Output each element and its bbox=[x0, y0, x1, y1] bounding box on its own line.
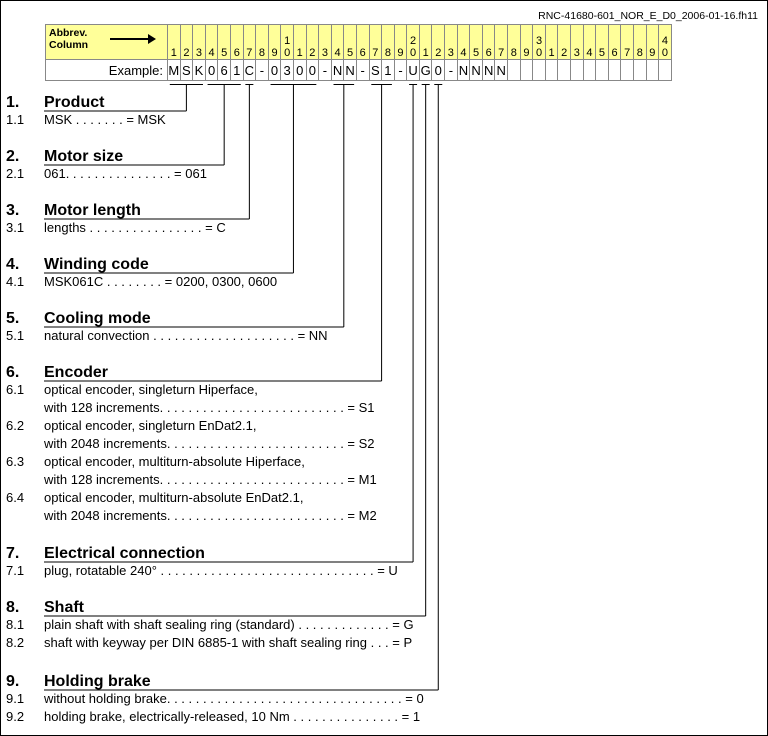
section-title: Motor size bbox=[44, 148, 124, 165]
column-unit-digit: 5 bbox=[347, 47, 354, 59]
column-unit-digit: 2 bbox=[561, 47, 568, 59]
example-char-3: K bbox=[193, 60, 206, 81]
option-number: 9.1 bbox=[6, 691, 25, 706]
option-text: plain shaft with shaft sealing ring (standard) . . . . . . . . . . . . . = G bbox=[44, 617, 414, 632]
column-tens-digit: 1 bbox=[284, 35, 291, 47]
option-text: holding brake, electrically-released, 10 Nm . . . . . . . . . . . . . . . = 1 bbox=[44, 709, 421, 724]
column-unit-digit: 9 bbox=[397, 47, 404, 59]
section-number: 9. bbox=[6, 673, 20, 690]
column-unit-digit: 6 bbox=[359, 47, 366, 59]
column-unit-digit: 4 bbox=[586, 47, 593, 59]
example-char-17: S bbox=[369, 60, 382, 81]
option-number: 7.1 bbox=[6, 563, 25, 578]
option-text: with 128 increments. . . . . . . . . . . . . . . . . . . . . . . . . . = M1 bbox=[44, 472, 377, 487]
option-number: 8.1 bbox=[6, 617, 25, 632]
column-unit-digit: 4 bbox=[460, 47, 467, 59]
column-unit-digit: 0 bbox=[535, 47, 543, 59]
section-title: Holding brake bbox=[44, 673, 151, 690]
column-unit-digit: 9 bbox=[271, 47, 278, 59]
section-number: 3. bbox=[6, 202, 20, 219]
column-unit-digit: 3 bbox=[321, 47, 328, 59]
example-char-27: N bbox=[495, 60, 508, 81]
column-unit-digit: 9 bbox=[523, 47, 530, 59]
column-unit-digit: 2 bbox=[183, 47, 190, 59]
option-number: 6.1 bbox=[6, 382, 25, 397]
option-number: 9.2 bbox=[6, 709, 25, 724]
option-number: 6.3 bbox=[6, 454, 25, 469]
option-number: 6.2 bbox=[6, 418, 25, 433]
example-char-6: 1 bbox=[230, 60, 243, 81]
option-text: with 2048 increments. . . . . . . . . . . . . . . . . . . . . . . . . = M2 bbox=[44, 508, 377, 523]
section-number: 1. bbox=[6, 94, 20, 111]
column-unit-digit: 3 bbox=[573, 47, 580, 59]
example-char-26: N bbox=[482, 60, 495, 81]
column-unit-digit: 2 bbox=[309, 47, 316, 59]
option-text: optical encoder, multiturn-absolute EnDat2.1, bbox=[44, 490, 304, 505]
example-char-1: M bbox=[168, 60, 181, 81]
option-number: 5.1 bbox=[6, 328, 25, 343]
column-unit-digit: 8 bbox=[510, 47, 517, 59]
section-title: Winding code bbox=[44, 256, 149, 273]
example-char-18: 1 bbox=[382, 60, 395, 81]
column-unit-digit: 5 bbox=[598, 47, 606, 59]
example-label: Example: bbox=[46, 60, 168, 81]
example-char-4: 0 bbox=[205, 60, 218, 81]
section-title: Cooling mode bbox=[44, 310, 151, 327]
example-char-19: - bbox=[394, 60, 407, 81]
column-unit-digit: 1 bbox=[548, 47, 555, 59]
abbrev-label: Abbrev. bbox=[49, 27, 88, 39]
column-unit-digit: 3 bbox=[195, 47, 203, 59]
section-number: 7. bbox=[6, 545, 20, 562]
column-label: Column bbox=[49, 39, 89, 51]
example-char-15: N bbox=[344, 60, 357, 81]
option-text: optical encoder, multiturn-absolute Hiperface, bbox=[44, 454, 305, 469]
option-number: 3.1 bbox=[6, 220, 25, 235]
column-unit-digit: 6 bbox=[611, 47, 618, 59]
section-number: 4. bbox=[6, 256, 20, 273]
column-unit-digit: 7 bbox=[624, 47, 631, 59]
column-unit-digit: 1 bbox=[422, 47, 429, 59]
option-number: 4.1 bbox=[6, 274, 25, 289]
column-unit-digit: 6 bbox=[233, 47, 240, 59]
option-text: lengths . . . . . . . . . . . . . . . . = C bbox=[44, 220, 226, 235]
section-number: 5. bbox=[6, 310, 20, 327]
example-char-21: G bbox=[419, 60, 432, 81]
example-char-5: 6 bbox=[218, 60, 231, 81]
column-unit-digit: 0 bbox=[410, 47, 417, 59]
column-tens-digit: 2 bbox=[410, 35, 417, 47]
column-tens-digit: 3 bbox=[535, 35, 543, 47]
column-unit-digit: 0 bbox=[661, 47, 669, 59]
section-title: Product bbox=[44, 94, 105, 111]
column-unit-digit: 8 bbox=[384, 47, 391, 59]
example-char-22: 0 bbox=[432, 60, 445, 81]
column-unit-digit: 8 bbox=[636, 47, 643, 59]
section-number: 2. bbox=[6, 148, 20, 165]
section-title: Shaft bbox=[44, 599, 84, 616]
column-unit-digit: 7 bbox=[498, 47, 505, 59]
option-text: with 128 increments. . . . . . . . . . . . . . . . . . . . . . . . . . = S1 bbox=[44, 400, 375, 415]
column-unit-digit: 1 bbox=[296, 47, 303, 59]
column-unit-digit: 9 bbox=[649, 47, 656, 59]
option-text: shaft with keyway per DIN 6885-1 with shaft sealing ring . . . = P bbox=[44, 635, 413, 650]
example-char-12: 0 bbox=[306, 60, 319, 81]
option-text: with 2048 increments. . . . . . . . . . . . . . . . . . . . . . . . . = S2 bbox=[44, 436, 375, 451]
option-text: natural convection . . . . . . . . . . . . . . . . . . . . = NN bbox=[44, 328, 328, 343]
column-unit-digit: 7 bbox=[246, 47, 253, 59]
example-char-23: - bbox=[445, 60, 458, 81]
example-char-7: C bbox=[243, 60, 256, 81]
section-title: Encoder bbox=[44, 364, 109, 381]
section-title: Electrical connection bbox=[44, 545, 205, 562]
example-char-13: - bbox=[319, 60, 332, 81]
example-char-8: - bbox=[256, 60, 269, 81]
example-char-25: N bbox=[470, 60, 483, 81]
option-text: MSK . . . . . . . = MSK bbox=[44, 112, 166, 127]
example-char-14: N bbox=[331, 60, 344, 81]
column-unit-digit: 3 bbox=[447, 47, 454, 59]
option-text: optical encoder, singleturn EnDat2.1, bbox=[44, 418, 257, 433]
section-number: 8. bbox=[6, 599, 20, 616]
column-unit-digit: 7 bbox=[372, 47, 379, 59]
column-unit-digit: 1 bbox=[170, 47, 177, 59]
example-char-11: 0 bbox=[293, 60, 306, 81]
option-text: optical encoder, singleturn Hiperface, bbox=[44, 382, 258, 397]
option-number: 1.1 bbox=[6, 112, 25, 127]
column-unit-digit: 6 bbox=[485, 47, 492, 59]
example-char-10: 3 bbox=[281, 60, 294, 81]
example-char-20: U bbox=[407, 60, 420, 81]
example-char-16: - bbox=[356, 60, 369, 81]
column-unit-digit: 5 bbox=[221, 47, 228, 59]
column-tens-digit: 4 bbox=[661, 35, 669, 47]
column-unit-digit: 4 bbox=[334, 47, 341, 59]
option-number: 6.4 bbox=[6, 490, 25, 505]
document-id: RNC-41680-601_NOR_E_D0_2006-01-16.fh11 bbox=[538, 10, 758, 22]
option-number: 8.2 bbox=[6, 635, 25, 650]
column-unit-digit: 8 bbox=[258, 47, 266, 59]
example-char-9: 0 bbox=[268, 60, 281, 81]
section-title: Motor length bbox=[44, 202, 141, 219]
example-char-2: S bbox=[180, 60, 193, 81]
column-unit-digit: 5 bbox=[472, 47, 480, 59]
option-text: without holding brake. . . . . . . . . . . . . . . . . . . . . . . . . . . . . . . . . = 0 bbox=[44, 691, 424, 706]
example-char-24: N bbox=[457, 60, 470, 81]
option-text: plug, rotatable 240° . . . . . . . . . . . . . . . . . . . . . . . . . . . . . . = U bbox=[44, 563, 398, 578]
column-unit-digit: 0 bbox=[284, 47, 291, 59]
column-unit-digit: 4 bbox=[208, 47, 215, 59]
section-number: 6. bbox=[6, 364, 20, 381]
option-number: 2.1 bbox=[6, 166, 25, 181]
option-text: MSK061C . . . . . . . . = 0200, 0300, 0600 bbox=[44, 274, 278, 289]
column-unit-digit: 2 bbox=[435, 47, 442, 59]
option-text: 061. . . . . . . . . . . . . . . = 061 bbox=[44, 166, 207, 181]
